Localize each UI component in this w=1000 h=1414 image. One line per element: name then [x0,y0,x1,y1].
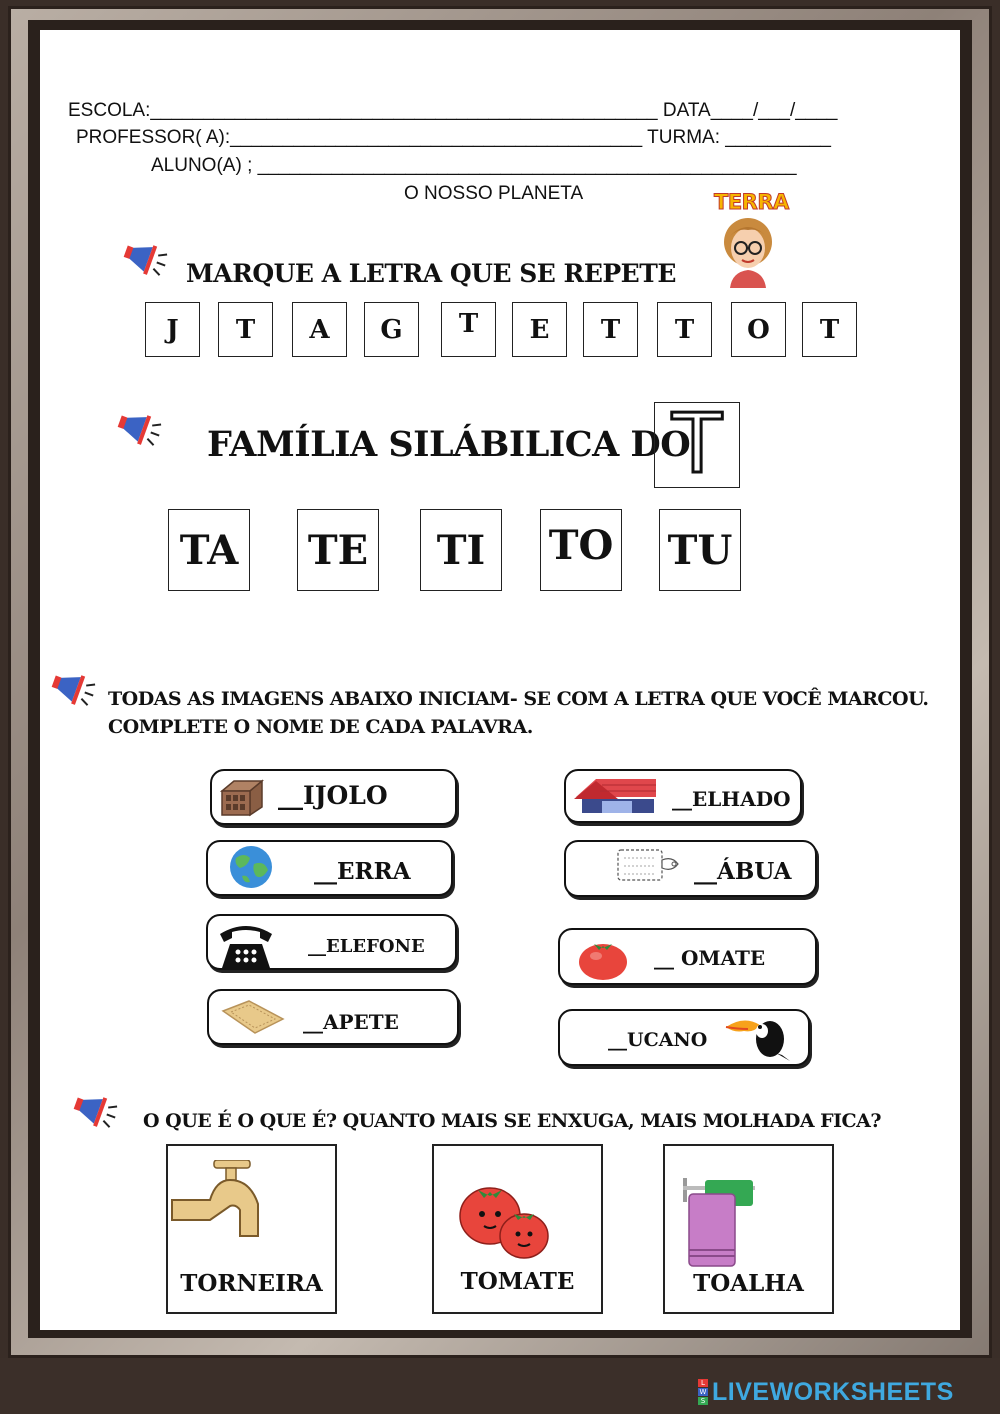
word-blank[interactable]: __ÁBUA [694,858,792,885]
tomato-icon [576,934,630,982]
riddle-question: O QUE É O QUE É? QUANTO MAIS SE ENXUGA, MAIS MOLHADA FICA? [143,1110,882,1132]
rug-icon [219,997,285,1037]
answer-card-tomate[interactable] [432,1144,603,1314]
word-card [558,1009,810,1066]
section1-heading: MARQUE A LETRA QUE SE REPETE [186,259,676,288]
letter-box[interactable]: G [364,302,419,357]
liveworksheets-watermark[interactable] [698,1377,954,1407]
letter-box[interactable]: E [512,302,567,357]
section3-instruction: COMPLETE O NOME DE CADA PALAVRA. [108,716,533,738]
board-icon [616,846,682,884]
word-blank[interactable]: __ OMATE [654,946,766,970]
letter-box[interactable]: A [292,302,347,357]
word-card [564,840,817,897]
syllable-box: TI [420,509,502,591]
letter-box[interactable]: T [583,302,638,357]
faucet-icon [170,1160,270,1250]
answer-label: TOMATE [460,1268,575,1295]
globe-icon [228,844,274,890]
watermark-logo: L W S [699,1379,707,1405]
letter-box[interactable]: T [802,302,857,357]
word-blank[interactable]: __ELEFONE [308,936,425,957]
syllable-box: TA [168,509,250,591]
big-letter-box [654,397,740,492]
section3-instruction: TODAS AS IMAGENS ABAIXO INICIAM- SE COM A LETRA QUE VOCÊ MARCOU. [108,688,929,710]
answer-card-torneira[interactable] [166,1144,337,1314]
letter-box[interactable]: T [441,302,496,357]
megaphone-icon [50,670,104,710]
toucan-icon [724,1013,794,1063]
word-blank[interactable]: __IJOLO [278,781,388,810]
letter-box[interactable]: O [731,302,786,357]
letter-box[interactable]: T [218,302,273,357]
word-card [564,769,802,823]
word-blank[interactable]: __ELHADO [672,787,791,811]
terra-badge: TERRA [714,190,789,214]
teacher-avatar [718,214,778,288]
school-field: ESCOLA:________________________________________________ DATA____/___/____ [68,100,838,121]
word-card [210,769,457,825]
section2-heading: FAMÍLIA SILÁBILICA DO [207,424,691,465]
word-card [206,914,457,970]
brick-icon [218,777,264,817]
towel-icon [681,1174,761,1270]
megaphone-icon [72,1092,126,1132]
answer-label: TORNEIRA [180,1270,323,1297]
student-field: ALUNO(A) ; ___________________________________________________ [151,155,797,176]
roof-icon [572,775,658,817]
big-letter: T [671,397,723,492]
syllable-box: TO [540,509,622,591]
watermark-text: LIVEWORKSHEETS [712,1377,954,1406]
syllable-box: TU [659,509,741,591]
word-blank[interactable]: __APETE [303,1010,399,1034]
word-card [207,989,459,1045]
word-card [558,928,817,985]
tomato-icon [454,1182,554,1262]
answer-card-toalha[interactable] [663,1144,834,1314]
letter-box[interactable]: J [145,302,200,357]
worksheet-page [40,30,960,1330]
letter-box[interactable]: T [657,302,712,357]
answer-label: TOALHA [693,1270,804,1297]
telephone-icon [216,920,276,972]
word-blank[interactable]: __ERRA [314,858,411,885]
word-card [206,840,453,896]
worksheet-title: O NOSSO PLANETA [404,183,584,204]
teacher-field: PROFESSOR( A):_______________________________________ TURMA: __________ [76,127,831,148]
word-blank[interactable]: __UCANO [608,1029,708,1051]
syllable-box: TE [297,509,379,591]
megaphone-icon [116,410,166,450]
megaphone-icon [122,240,172,280]
